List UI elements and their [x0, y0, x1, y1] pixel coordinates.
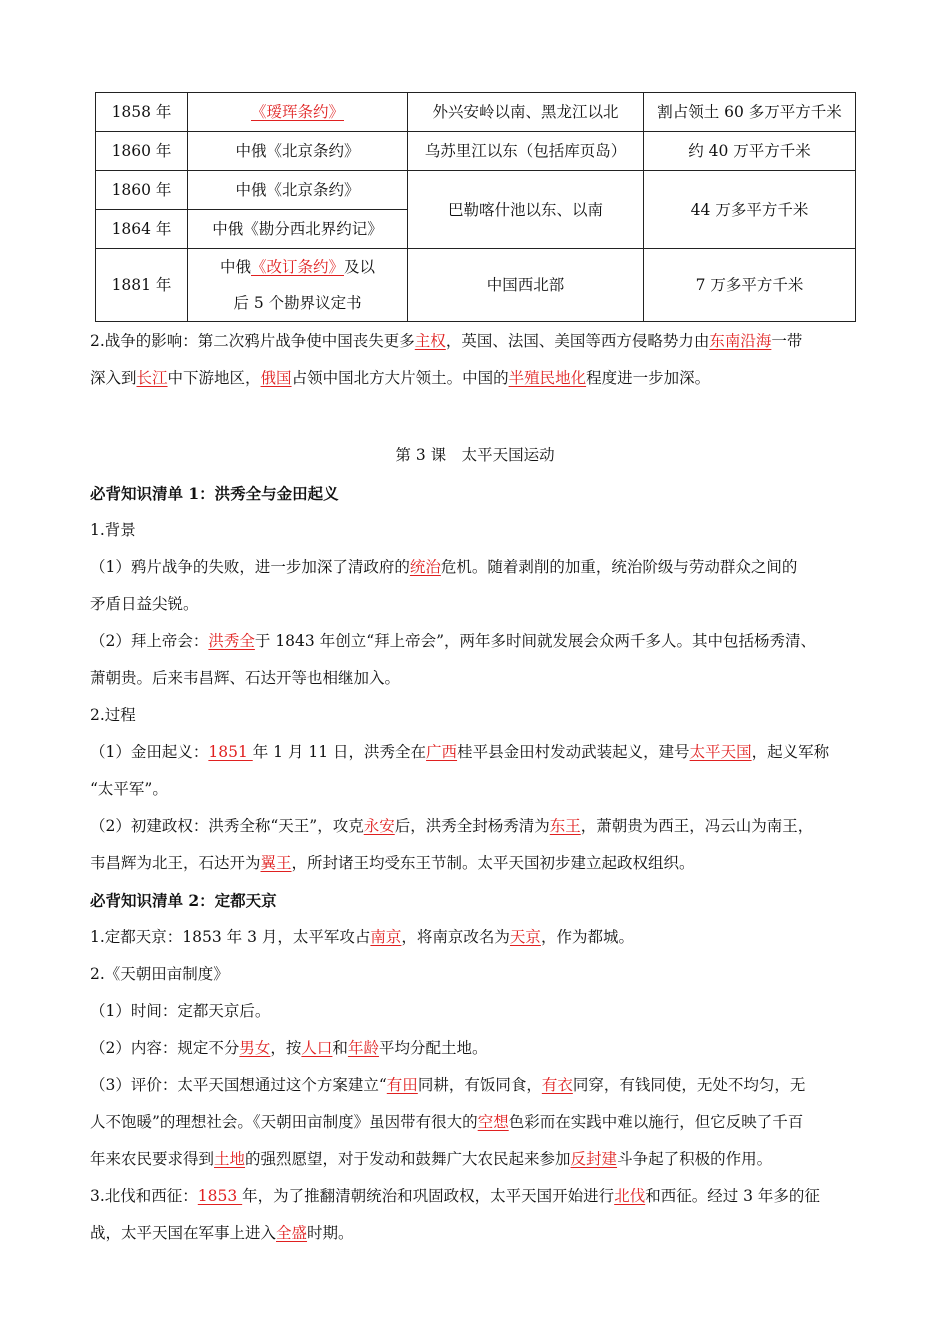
section-2: 必背知识清单 2：定都天京 1.定都天京：1853 年 3 月，太平军攻占南京，将南京改名为天京，作为都城。 2.《天朝田亩制度》 （1）时间：定都天京后。 （2）内容：规定不分男女，按人口和年龄平均分配土地。 （3）评价：太平天国想通过这个方案建立“有田同耕，有饭同食，有衣同穿，有钱同使，无处不均匀，无 人不饱暖”的理想社会。《天朝田亩制度》虽因带有很大的空想色彩而在实践中难以施行，但它反映了千百 年来农民要求得到土地的强烈愿望，对于发动和鼓舞广大农民起来参加反封建斗争起了积极的作用。 3.北伐和西征：1853 年，为了推翻清朝统治和巩固政权，太平天国开始进行北伐和西征。经过 3 年多的征 战，太平天国在军事上进入全盛时期。 — [90, 882, 860, 1252]
treaty-cell: 中俄《北京条约》 — [188, 171, 408, 210]
table-row — [96, 171, 856, 210]
area-cell: 外兴安岭以南、黑龙江以北 — [408, 93, 644, 132]
year-cell: 1860 年 — [96, 171, 188, 210]
territory-cell: 44 万多平方千米 — [644, 171, 856, 249]
treaty-highlight: 《改订条约》 — [250, 258, 344, 276]
section-1: 必背知识清单 1：洪秀全与金田起义 1.背景 （1）鸦片战争的失败，进一步加深了清政府的统治危机。随着剥削的加重，统治阶级与劳动群众之间的 矛盾日益尖锐。 （2）拜上帝会：洪秀全于 1843 年创立“拜上帝会”，两年多时间就发展会众两千多人。其中包括杨秀清、 萧朝贵。后来韦昌辉、石达开等也相继加入。 2.过程 （1）金田起义：1851 年 1 月 11 日，洪秀全在广西桂平县金田村发动武装起义，建号太平天国，起义军称 “太平军”。 （2）初建政权：洪秀全称“天王”，攻克永安后，洪秀全封杨秀清为东王，萧朝贵为西王，冯云山为南王， 韦昌辉为北王，石达开为翼王，所封诸王均受东王节制。太平天国初步建立起政权组织。 — [90, 475, 860, 882]
territory-cell: 约 40 万平方千米 — [644, 132, 856, 171]
territory-cell: 7 万多平方千米 — [644, 249, 856, 322]
treaty-cell: 中俄《北京条约》 — [188, 132, 408, 171]
year-cell: 1860 年 — [96, 132, 188, 171]
area-cell: 巴勒喀什池以东、以南 — [408, 171, 644, 249]
section-heading: 必背知识清单 1：洪秀全与金田起义 — [90, 484, 339, 503]
table-row — [96, 249, 856, 322]
treaty-highlight: 《瑷珲条约》 — [250, 103, 344, 121]
year-cell: 1858 年 — [96, 93, 188, 132]
year-cell: 1881 年 — [96, 249, 188, 322]
lesson-title: 第 3 课 太平天国运动 — [395, 446, 555, 464]
treaty-table — [95, 92, 856, 322]
table-row — [96, 132, 856, 171]
table-row — [96, 93, 856, 132]
section-heading: 必背知识清单 2：定都天京 — [90, 891, 277, 910]
treaty-cell — [188, 93, 408, 132]
area-cell: 乌苏里江以东（包括库页岛） — [408, 132, 644, 171]
territory-cell: 割占领土 60 多万平方千米 — [644, 93, 856, 132]
treaty-cell: 中俄《改订条约》及以 后 5 个勘界议定书 — [188, 249, 408, 322]
year-cell: 1864 年 — [96, 210, 188, 249]
area-cell: 中国西北部 — [408, 249, 644, 322]
treaty-cell: 中俄《勘分西北界约记》 — [188, 210, 408, 249]
war-impact-paragraph: 2.战争的影响：第二次鸦片战争使中国丧失更多主权，英国、法国、美国等西方侵略势力由东南沿海一带 深入到长江中下游地区，俄国占领中国北方大片领土。中国的半殖民地化程度进一步加深。 — [90, 332, 803, 387]
